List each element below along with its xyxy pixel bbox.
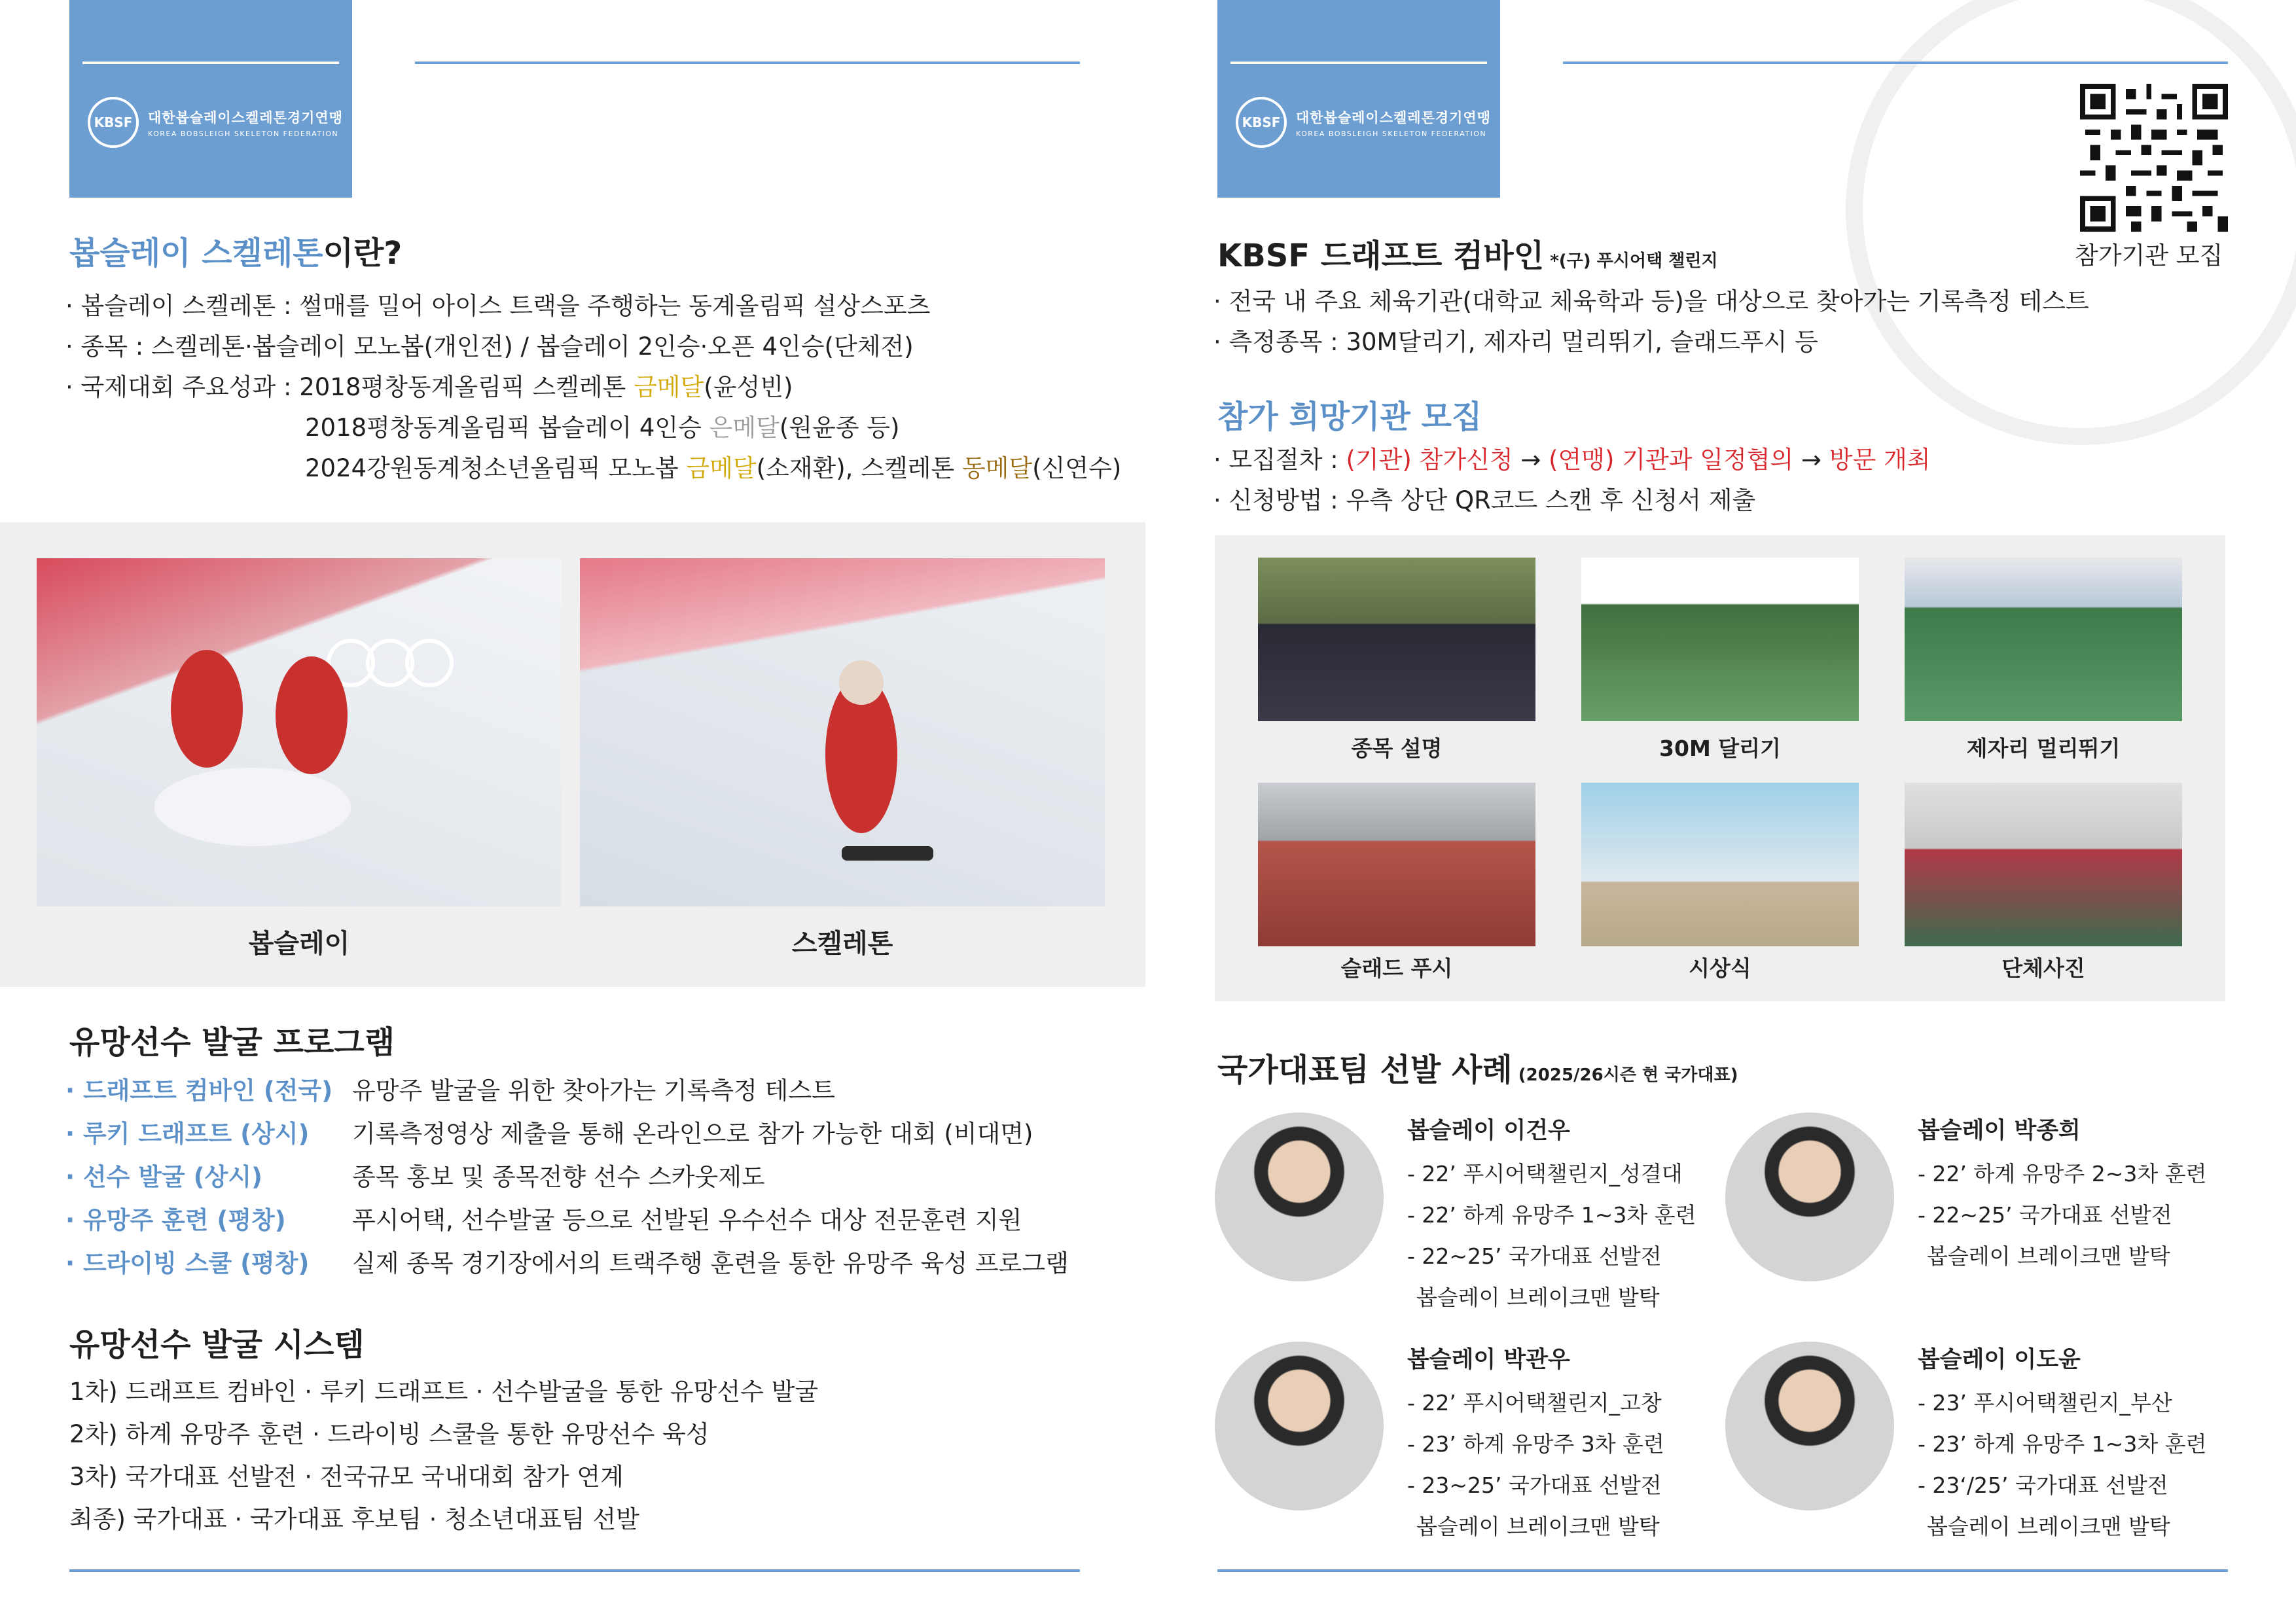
intro-line-2: · 종목 : 스켈레톤·봅슬레이 모노봅(개인전) / 봅슬레이 2인승·오픈 4인승(단체전) [65,332,914,361]
gallery-caption-2: 30M 달리기 [1659,736,1781,761]
skeleton-photo [580,558,1105,906]
athlete-name: 봅슬레이 박종희 [1918,1118,2081,1144]
qr-code-icon[interactable] [2080,84,2228,232]
header-divider [1230,62,1487,64]
athlete-line: - 23’ 푸시어택챌린지_부산 [1918,1390,2172,1416]
gallery-photo-4 [1258,783,1535,946]
gallery-caption-4: 슬래드 푸시 [1340,955,1453,981]
kbsf-logo-mark: KBSF [1236,97,1287,148]
program-title: 유망선수 발굴 프로그램 [69,1024,395,1061]
skeleton-caption: 스켈레톤 [791,929,893,959]
gallery-photo-1 [1258,558,1535,721]
header-divider [82,62,339,64]
gallery-photo-6 [1905,783,2182,946]
header-box-left [69,0,352,198]
gallery-caption-3: 제자리 멀리뛰기 [1966,736,2121,761]
org-name-ko: 대한봅슬레이스켈레톤경기연맹 [1296,109,1492,126]
athlete-line: - 22’ 하계 유망주 1~3차 훈련 [1407,1202,1696,1228]
athlete-line: - 22’ 하계 유망주 2~3차 훈련 [1918,1161,2207,1186]
recruit-desc [1213,440,1930,521]
bobsleigh-photo [37,558,562,906]
athlete-line: - 23’ 하계 유망주 3차 훈련 [1407,1431,1664,1457]
intro-line-4: 2018평창동계올림픽 봅슬레이 4인승 은메달(원윤종 등) [305,414,900,442]
athlete-photo-1 [1215,1113,1384,1281]
athlete-line: 봅슬레이 브레이크맨 발탁 [1927,1514,2170,1539]
athlete-photo-2 [1725,1113,1894,1281]
system-line-1: 1차) 드래프트 컴바인 · 루키 드래프트 · 선수발굴을 통한 유망선수 발굴 [69,1378,819,1406]
athlete-line: 봅슬레이 브레이크맨 발탁 [1416,1514,1660,1539]
combine-title: KBSF 드래프트 컴바인 *(구) 푸시어택 챌린지 [1217,238,1718,274]
athlete-card-1 [1407,1113,1696,1318]
athlete-photo-4 [1725,1342,1894,1510]
athlete-card-2 [1918,1113,2207,1277]
athlete-name: 봅슬레이 이도윤 [1918,1347,2081,1373]
athlete-name: 봅슬레이 박관우 [1407,1347,1570,1373]
athlete-line: - 23’ 하계 유망주 1~3차 훈련 [1918,1431,2207,1457]
section-title-bobsleigh: 봅슬레이 스켈레톤이란? [69,235,403,272]
athlete-card-3 [1407,1342,1664,1547]
system-title: 유망선수 발굴 시스템 [69,1327,365,1363]
org-name-en: KOREA BOBSLEIGH SKELETON FEDERATION [1296,129,1487,138]
gallery-photo-2 [1581,558,1859,721]
program-item-5: · 드라이빙 스쿨 (평창) 실제 종목 경기장에서의 트랙주행 훈련을 통한 유망주 육성 프로그램 [65,1249,1069,1277]
athlete-line: 봅슬레이 브레이크맨 발탁 [1927,1243,2170,1269]
athlete-line: - 23~25’ 국가대표 선발전 [1407,1472,1662,1498]
program-list [65,1071,1069,1287]
athlete-line: - 22’ 푸시어택챌린지_성결대 [1407,1161,1683,1186]
header-box-right [1217,0,1500,198]
program-item-2: · 루키 드래프트 (상시) 기록측정영상 제출을 통해 온라인으로 참가 가능한 대회 (비대면) [65,1120,1033,1148]
recruit-steps: · 모집절차 : (기관) 참가신청 → (연맹) 기관과 일정협의 → 방문 개최 [1213,446,1931,474]
program-item-3: · 선수 발굴 (상시) 종목 홍보 및 종목전향 선수 스카웃제도 [65,1163,765,1191]
system-line-4: 최종) 국가대표 · 국가대표 후보팀 · 청소년대표팀 선발 [69,1505,639,1533]
athlete-line: - 22~25’ 국가대표 선발전 [1407,1243,1662,1269]
athlete-line: 봅슬레이 브레이크맨 발탁 [1416,1285,1660,1310]
intro-line-5: 2024강원동계청소년올림픽 모노봅 금메달(소재환), 스켈레톤 동메달(신연수) [305,454,1122,482]
recruit-method: · 신청방법 : 우측 상단 QR코드 스캔 후 신청서 제출 [1213,486,1756,514]
athlete-name: 봅슬레이 이건우 [1407,1118,1570,1144]
header-rule-right [1563,62,2228,64]
bobsleigh-caption: 봅슬레이 [248,929,350,959]
gallery-photo-5 [1581,783,1859,946]
recruit-title: 참가 희망기관 모집 [1217,399,1482,435]
bottom-rule-left [69,1569,1080,1572]
athlete-photo-3 [1215,1342,1384,1510]
bobsleigh-intro [65,286,1121,489]
athlete-line: - 22~25’ 국가대표 선발전 [1918,1202,2172,1228]
system-line-3: 3차) 국가대표 선발전 · 전국규모 국내대회 참가 연계 [69,1463,624,1491]
header-rule-left [415,62,1080,64]
athlete-line: - 23‘/25’ 국가대표 선발전 [1918,1472,2168,1498]
gallery-photo-3 [1905,558,2182,721]
national-title: 국가대표팀 선발 사례 (2025/26시즌 현 국가대표) [1217,1052,1738,1088]
intro-line-1: · 봅슬레이 스켈레톤 : 썰매를 밀어 아이스 트랙을 주행하는 동계올림픽 설상스포츠 [65,292,931,320]
kbsf-logo-mark: KBSF [88,97,139,148]
org-name-ko: 대한봅슬레이스켈레톤경기연맹 [148,109,344,126]
combine-line-2: · 측정종목 : 30M달리기, 제자리 멀리뛰기, 슬래드푸시 등 [1213,328,1818,356]
kbsf-logo [88,97,343,148]
athlete-card-4 [1918,1342,2207,1547]
watermark-logo [1846,0,2296,445]
athlete-line: - 22’ 푸시어택챌린지_고창 [1407,1390,1662,1416]
kbsf-logo [1236,97,1491,148]
photo-band [0,522,1145,987]
intro-line-3: · 국제대회 주요성과 : 2018평창동계올림픽 스켈레톤 금메달(윤성빈) [65,373,793,401]
combine-line-1: · 전국 내 주요 체육기관(대학교 체육학과 등)을 대상으로 찾아가는 기록측정 테스트 [1213,287,2089,315]
gallery-caption-5: 시상식 [1689,955,1751,981]
gallery-band [1215,535,2225,1001]
qr-label: 참가기관 모집 [2075,241,2223,270]
system-list [69,1372,818,1542]
gallery-caption-6: 단체사진 [2001,955,2085,981]
combine-desc [1213,281,2089,363]
program-item-1: · 드래프트 컴바인 (전국) 유망주 발굴을 위한 찾아가는 기록측정 테스트 [65,1077,835,1105]
system-line-2: 2차) 하계 유망주 훈련 · 드라이빙 스쿨을 통한 유망선수 육성 [69,1420,709,1448]
bottom-rule-right [1217,1569,2228,1572]
org-name-en: KOREA BOBSLEIGH SKELETON FEDERATION [148,129,339,138]
gallery-caption-1: 종목 설명 [1351,736,1443,761]
program-item-4: · 유망주 훈련 (평창) 푸시어택, 선수발굴 등으로 선발된 우수선수 대상 전문훈련 지원 [65,1206,1022,1234]
